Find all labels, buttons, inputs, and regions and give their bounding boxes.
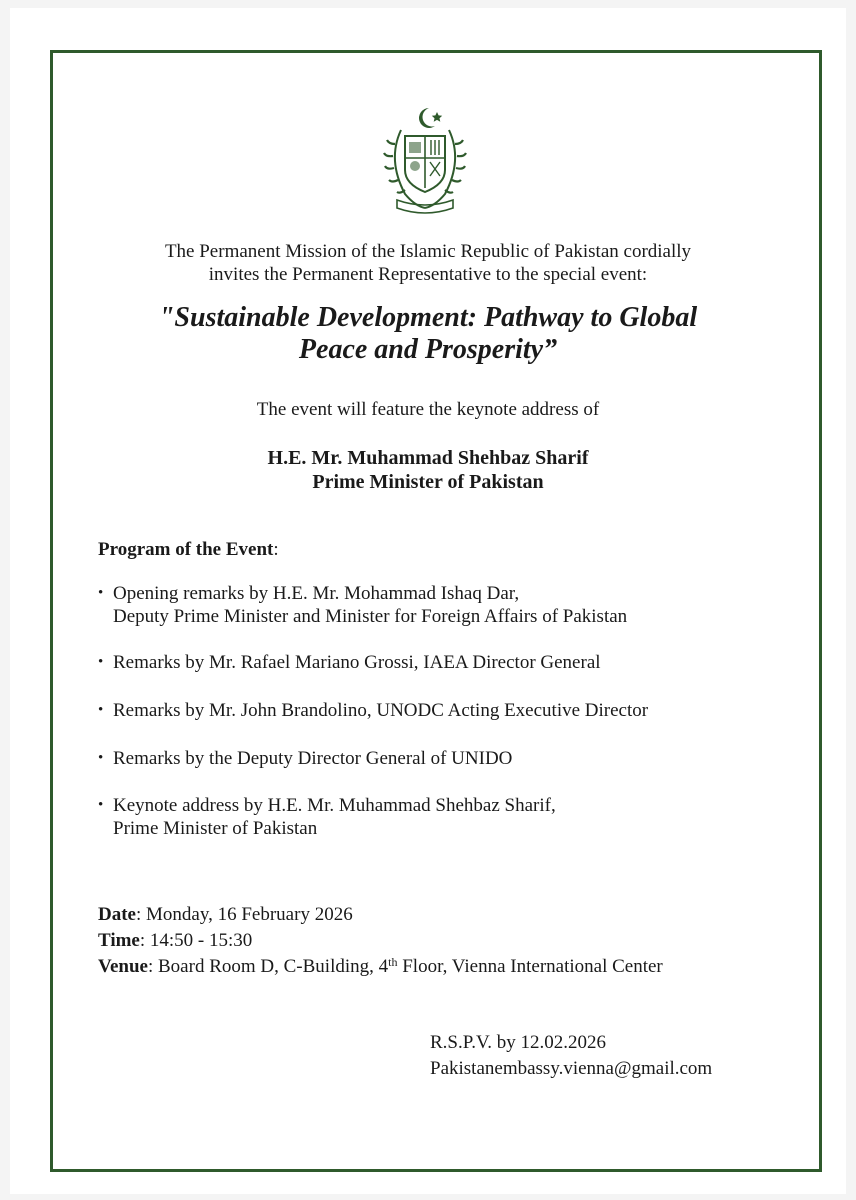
invitation-intro: [40, 240, 816, 286]
bullet-icon: •: [98, 702, 104, 718]
event-title-line: "Sustainable Development: Pathway to Global: [158, 302, 698, 333]
time-label: Time: [98, 930, 140, 951]
program-heading-label: Program of the Event: [98, 539, 274, 560]
rsvp-deadline: R.S.P.V. by 12.02.2026: [430, 1032, 606, 1053]
venue-value-rest: Floor, Vienna International Center: [397, 956, 663, 977]
rsvp-block: [430, 1030, 712, 1082]
program-item-line: Prime Minister of Pakistan: [113, 818, 318, 839]
bullet-icon: •: [98, 585, 104, 601]
venue-value: : Board Room D, C-Building, 4: [147, 956, 389, 977]
event-title: [40, 302, 816, 366]
rsvp-email[interactable]: Pakistanembassy.vienna@gmail.com: [430, 1058, 713, 1079]
bullet-icon: •: [98, 654, 104, 670]
keynote-feature-line: The event will feature the keynote address of: [256, 399, 600, 420]
venue-label: Venue: [98, 956, 148, 977]
bullet-icon: •: [98, 750, 104, 766]
keynote-speaker: [40, 446, 816, 494]
bullet-icon: •: [98, 797, 104, 813]
program-heading-colon: :: [273, 539, 279, 560]
state-emblem-icon: [377, 100, 473, 218]
venue-floor-superscript: th: [388, 955, 398, 969]
program-item-line: Keynote address by H.E. Mr. Muhammad Shehbaz Sharif,: [113, 795, 556, 816]
event-details: [98, 902, 663, 980]
event-title-line: Peace and Prosperity”: [298, 334, 558, 365]
program-item: [98, 582, 758, 628]
program-item: [98, 651, 758, 674]
program-item-line: Remarks by the Deputy Director General of UNIDO: [113, 748, 513, 769]
time-value: : 14:50 - 15:30: [139, 930, 253, 951]
program-item-line: Deputy Prime Minister and Minister for Foreign Affairs of Pakistan: [113, 606, 628, 627]
program-list: [98, 582, 758, 840]
date-row: [98, 902, 663, 928]
intro-line: invites the Permanent Representative to the special event:: [208, 264, 648, 285]
speaker-title: Prime Minister of Pakistan: [312, 471, 544, 493]
program-item-line: Remarks by Mr. Rafael Mariano Grossi, IAEA Director General: [113, 652, 601, 673]
time-row: [98, 928, 663, 954]
date-label: Date: [98, 904, 136, 925]
program-item: [98, 747, 758, 770]
date-value: : Monday, 16 February 2026: [135, 904, 353, 925]
venue-row: [98, 954, 663, 980]
program-heading: [98, 538, 279, 561]
intro-line: The Permanent Mission of the Islamic Republic of Pakistan cordially: [164, 241, 692, 262]
speaker-name: H.E. Mr. Muhammad Shehbaz Sharif: [267, 447, 589, 469]
program-item: [98, 794, 758, 840]
program-item-line: Remarks by Mr. John Brandolino, UNODC Acting Executive Director: [113, 700, 649, 721]
program-item-line: Opening remarks by H.E. Mr. Mohammad Ishaq Dar,: [113, 583, 520, 604]
program-item: [98, 699, 758, 722]
